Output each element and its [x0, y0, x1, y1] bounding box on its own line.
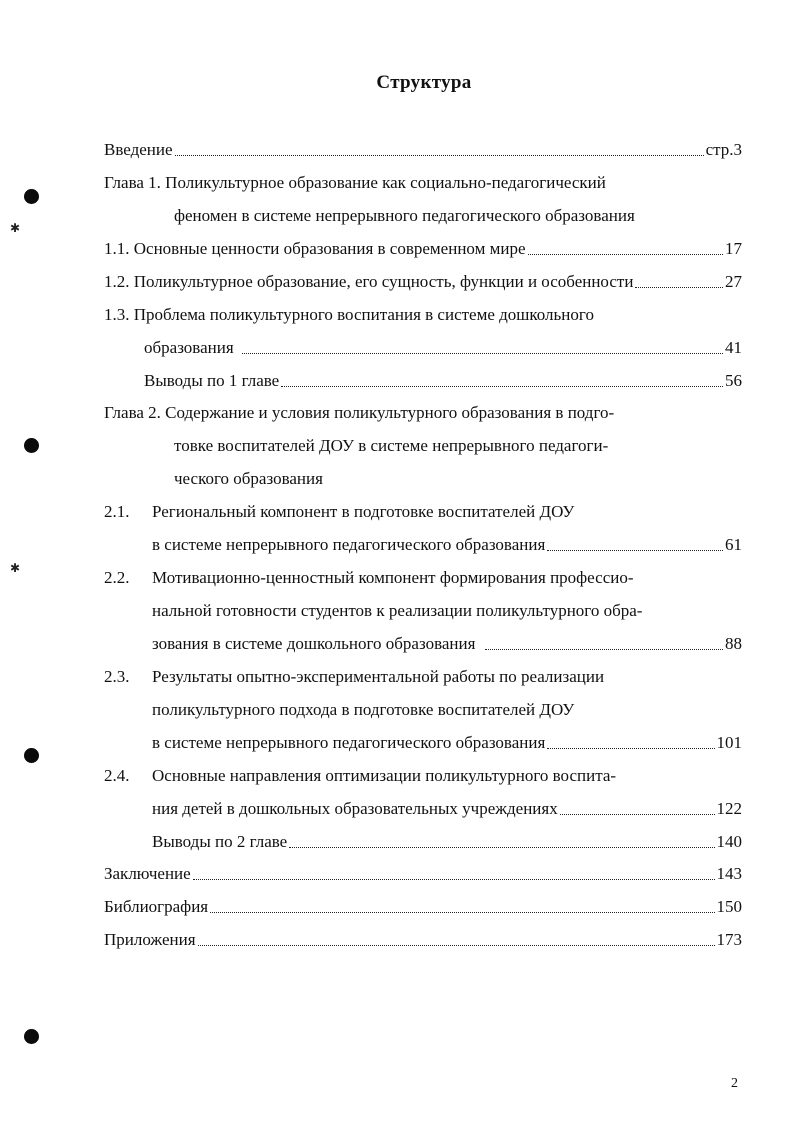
toc-entry-text: Выводы по 1 главе [144, 371, 280, 390]
toc-entry-text: Введение [104, 140, 173, 159]
dot-leader [175, 154, 704, 156]
dot-leader [242, 352, 723, 354]
toc-section-number: 2.2. [104, 568, 130, 587]
toc-entry-conclusions-2 [152, 831, 742, 853]
binder-hole-2 [24, 438, 39, 453]
toc-entry-text: 1.1. Основные ценности образования в современном мире [104, 239, 526, 258]
toc-entry-bibliography [104, 896, 742, 918]
dot-leader [635, 286, 723, 288]
toc-chapter-1-line-1: Глава 1. Поликультурное образование как социально-педагогический [104, 173, 606, 192]
toc-page-number: 61 [725, 535, 742, 554]
dot-leader [547, 549, 723, 551]
toc-entry-text: ния детей в дошкольных образовательных учреждениях [152, 799, 558, 818]
toc-entry-intro [104, 139, 742, 161]
toc-entry-conclusion [104, 863, 742, 885]
toc-page-number: 17 [725, 239, 742, 258]
toc-entry-1-3-line-1: 1.3. Проблема поликультурного воспитания в системе дошкольного [104, 305, 594, 324]
toc-section-number: 2.3. [104, 667, 130, 686]
dot-leader [210, 911, 714, 913]
toc-entry-text: Заключение [104, 864, 191, 883]
toc-page-number: 173 [716, 930, 742, 949]
toc-section-number: 2.4. [104, 766, 130, 785]
toc-entry-text: Приложения [104, 930, 196, 949]
dot-leader [485, 648, 723, 650]
toc-entry-2-2-line-1: Мотивационно-ценностный компонент формирования профессио- [152, 568, 634, 587]
binder-hole-4 [24, 1029, 39, 1044]
toc-chapter-1-line-2: феномен в системе непрерывного педагогического образования [174, 206, 635, 225]
toc-page-number: 56 [725, 371, 742, 390]
toc-entry-2-3 [152, 732, 742, 754]
toc-page-number: 140 [716, 832, 742, 851]
toc-page-number: 150 [716, 897, 742, 916]
toc-chapter-2-line-1: Глава 2. Содержание и условия поликультурного образования в подго- [104, 403, 615, 422]
toc-page-number: 122 [716, 799, 742, 818]
binder-hole-1 [24, 189, 39, 204]
toc-entry-text: Библиография [104, 897, 209, 916]
toc-entry-2-1 [152, 534, 742, 556]
toc-entry-2-2-line-2: нальной готовности студентов к реализации поликультурного обра- [152, 601, 643, 620]
scan-mark-1: ✱ [10, 221, 21, 235]
toc-entry-text: зования в системе дошкольного образования [152, 634, 476, 653]
toc-chapter-2-line-2: товке воспитателей ДОУ в системе непрерывного педагоги- [174, 436, 609, 455]
toc-entry-2-3-line-1: Результаты опытно-экспериментальной работы по реализации [152, 667, 605, 686]
toc-entry-appendices [104, 929, 742, 951]
toc-page-number: 88 [725, 634, 742, 653]
dot-leader [289, 846, 714, 848]
toc-page-number: 27 [725, 272, 742, 291]
page-title: Структура [376, 72, 472, 93]
toc-entry-text: в системе непрерывного педагогического образования [152, 535, 546, 554]
toc-entry-1-3 [144, 337, 742, 359]
toc-page-number: 41 [725, 338, 742, 357]
toc-chapter-2-line-3: ческого образования [174, 469, 323, 488]
toc-section-number: 2.1. [104, 502, 130, 521]
dot-leader [528, 253, 724, 255]
toc-entry-text: 1.2. Поликультурное образование, его сущность, функции и особенности [104, 272, 634, 291]
toc-entry-1-1 [104, 238, 742, 260]
scan-mark-2: ✱ [10, 561, 21, 575]
toc-entry-2-2 [152, 633, 742, 655]
dot-leader [198, 944, 715, 946]
toc-entry-1-2 [104, 271, 742, 293]
toc-entry-text: Выводы по 2 главе [152, 832, 288, 851]
dot-leader [193, 878, 715, 880]
toc-entry-2-4-line-1: Основные направления оптимизации поликультурного воспита- [152, 766, 617, 785]
toc-entry-text: в системе непрерывного педагогического образования [152, 733, 546, 752]
toc-entry-2-4 [152, 798, 742, 820]
page-number: 2 [731, 1076, 738, 1091]
toc-entry-2-1-line-1: Региональный компонент в подготовке воспитателей ДОУ [152, 502, 575, 521]
toc-entry-conclusions-1 [144, 370, 742, 392]
dot-leader [547, 747, 714, 749]
dot-leader [281, 385, 723, 387]
toc-page-number: стр.3 [705, 140, 742, 159]
binder-hole-3 [24, 748, 39, 763]
toc-entry-text: образования [144, 338, 234, 357]
toc-page-number: 101 [716, 733, 742, 752]
toc-page-number: 143 [716, 864, 742, 883]
toc-entry-2-3-line-2: поликультурного подхода в подготовке воспитателей ДОУ [152, 700, 575, 719]
dot-leader [560, 813, 715, 815]
